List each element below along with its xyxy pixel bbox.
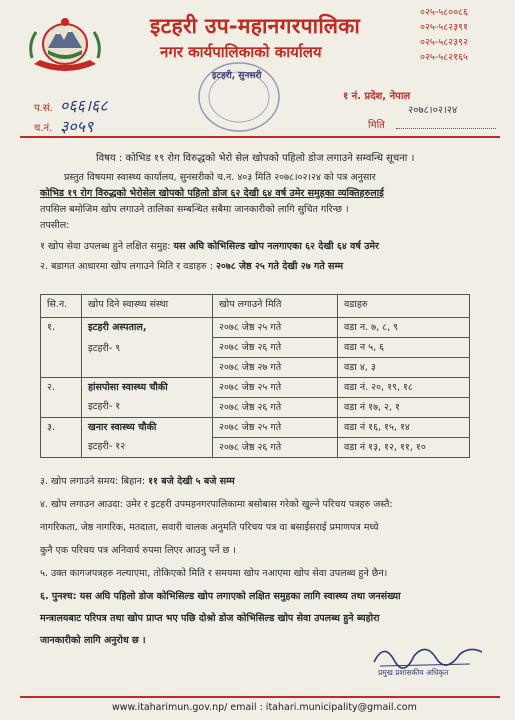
date-cell: २०७८ जेष्ठ २६ गते [213,438,338,458]
ps-label: प.सं. [34,103,53,114]
institution-place: इटहरी- ९ [88,343,121,354]
date-cell: २०७८ जेष्ठ २५ गते [213,318,338,338]
phone-number: ०२५-५८००८६ [420,7,468,18]
intro-line: प्रस्तुत विषयमा स्वास्थ्य कार्यालय, सुनसरीको च.न. ४०३ मिति २०७८।०२।२४ को पत्र अनुसार [64,172,376,183]
wards-cell: वडा ४, ३ [338,358,470,378]
intro-line: तपसिल बमोजिम खोप लगाउने तालिका सम्बन्धित सबैमा जानकारीको लागि सुचित गरिन्छ । [40,204,349,215]
item-2-value: २०७८ जेष्ठ २५ गते देखी २७ गते सम्म [215,261,344,272]
item-3-label: ३. खोप लगाउने समय: बिहान: [40,476,146,487]
date-cell: २०७८ जेष्ठ २५ गते [213,418,338,438]
institution-cell [82,378,213,418]
phone-number: ०२५-५८२३९२ [420,37,468,48]
item-2-label: २. बडागत आधारमा खोप लगाउने मिति र वडाहरु : [40,261,213,272]
wards-cell: वडा नं १६, १५, १४ [338,418,470,438]
item-6-line: जानकारीको लागि अनुरोध छ । [40,635,146,646]
institution-cell [82,318,213,378]
item-2 [40,259,343,274]
phone-number: ०२५-५८२३९१ [420,22,468,33]
item-4-line: ४. खोप लगाउन आउदा: उमेर र इटहरी उपमहनगरपालिकामा बसोबास गरेको खुल्ने परिचय पत्रहरु जस्तै: [40,499,393,510]
nepal-emblem-logo [26,14,104,78]
item-1 [40,239,379,254]
item-4-line: नागरिकता, जेष्ठ नागरिक, मतदाता, सवारी चालक अनुमति परिचय पत्र वा बसाईसराई प्रमाणपत्र मध्ये [40,522,379,533]
miti-line [396,128,496,129]
column-header: सि.न. [41,295,82,318]
column-header: खोप लगाउने मिति [213,295,338,318]
table-row [41,418,470,438]
item-5-line: ५. उक्त कागजपत्रहरु नल्याएमा, तोकिएको मिति र समयमा खोप नआएमा खोप सेवा उपलब्ध हुने छैन। [40,568,388,579]
date-cell: २०७८ जेष्ठ २६ गते [213,338,338,358]
item-3-value: ११ बजे देखी ५ बजे सम्म [148,476,235,487]
letter-date: २०७८।०२।२४ [408,105,458,116]
institution-name: इटहरी अस्पताल, [88,322,147,333]
date-cell: २०७८ जेष्ठ २५ गते [213,378,338,398]
phone-number: ०२५-५८२१६५ [420,52,468,63]
subject-line: विषय : कोभिड १९ रोग विरुद्धको भेरो सेल खोपको पहिलो डोज लगाउने सम्वन्धि सूचना । [96,153,415,164]
item-1-value: यस अघि कोभिसिल्ड खोप नलगाएका ६२ देखी ६४ वर्ष उमेर [173,241,379,252]
footer-divider [20,696,500,698]
municipality-title: इटहरी उप-महानगरपालिका [150,14,361,38]
header-divider [20,136,500,138]
wards-cell: वडा नं १७, २, १ [338,398,470,418]
intro-line: तपसील: [40,220,70,231]
column-header: खोप दिने स्वास्थ्य संस्था [82,295,213,318]
item-6-line: मन्त्रालयबाट परिपत्र तथा खोप प्राप्त भए पछि दोश्रो डोज कोभिसिल्ड खोप सेवा उपलब्ध हुने ब्यहोरा [40,613,380,624]
stamp-text: इटहरी, सुनसरी [212,71,262,81]
footer-contact: www.itaharimun.gov.np/ email : itahari.municipality@gmail.com [112,702,417,713]
item-3 [40,474,235,489]
cn-value-handwritten: ३०५९ [60,117,94,136]
ps-value-handwritten: ०६६।६८ [60,96,108,115]
serial-cell: ३. [41,418,82,458]
office-subtitle: नगर कार्यपालिकाको कार्यालय [160,43,322,61]
table-header-row [41,295,470,318]
serial-cell: २. [41,378,82,418]
date-cell: २०७८ जेष्ठ २७ गते [213,358,338,378]
cn-label: च.नं. [34,123,53,134]
intro-line: कोभिड १९ रोग विरुद्धको भेरोसेल खोपको पहिलो डोज ६२ देखी ६४ वर्ष उमेर समुहका व्यक्तिहरुलाई [40,188,384,199]
signature-title: प्रमुख प्रशासकीय अधिकृत [378,668,449,677]
institution-cell [82,418,213,458]
wards-cell: वडा नं. २०, १९, १८ [338,378,470,398]
institution-place: इटहरी- १२ [88,441,126,452]
institution-name: हांसपोसा स्वास्थ्य चौकी [88,382,168,393]
wards-cell: वडा न ५, ६ [338,338,470,358]
miti-label: मिति [368,120,385,131]
wards-cell: वडा न. ७, ८, ९ [338,318,470,338]
province-label: १ नं. प्रदेश, नेपाल [343,91,411,102]
table-row [41,378,470,398]
table-row [41,318,470,338]
office-stamp [196,60,282,134]
signature-block [370,636,488,686]
item-4-line: कुनै एक परिचय पत्र अनिवार्य रुपमा लिएर आउनु पर्ने छ । [40,545,236,556]
institution-name: खनार स्वास्थ्य चौकी [88,422,157,433]
institution-place: इटहरी- १ [88,401,121,412]
item-6-line: ६. पुनश्च: यस अघि पहिलो डोज कोभिसिल्ड खोप लगाएको लक्षित समुहका लागि स्वास्थ्य तथा जनसंख्या [40,591,401,602]
serial-cell: १. [41,318,82,378]
wards-cell: वडा नं १३, १२, ११, १० [338,438,470,458]
date-cell: २०७८ जेष्ठ २६ गते [213,398,338,418]
item-1-label: १ खोप सेवा उपलब्ध हुने लक्षित समुह: [40,241,171,252]
vaccination-schedule-table [40,294,470,458]
column-header: वडाहरु [338,295,470,318]
